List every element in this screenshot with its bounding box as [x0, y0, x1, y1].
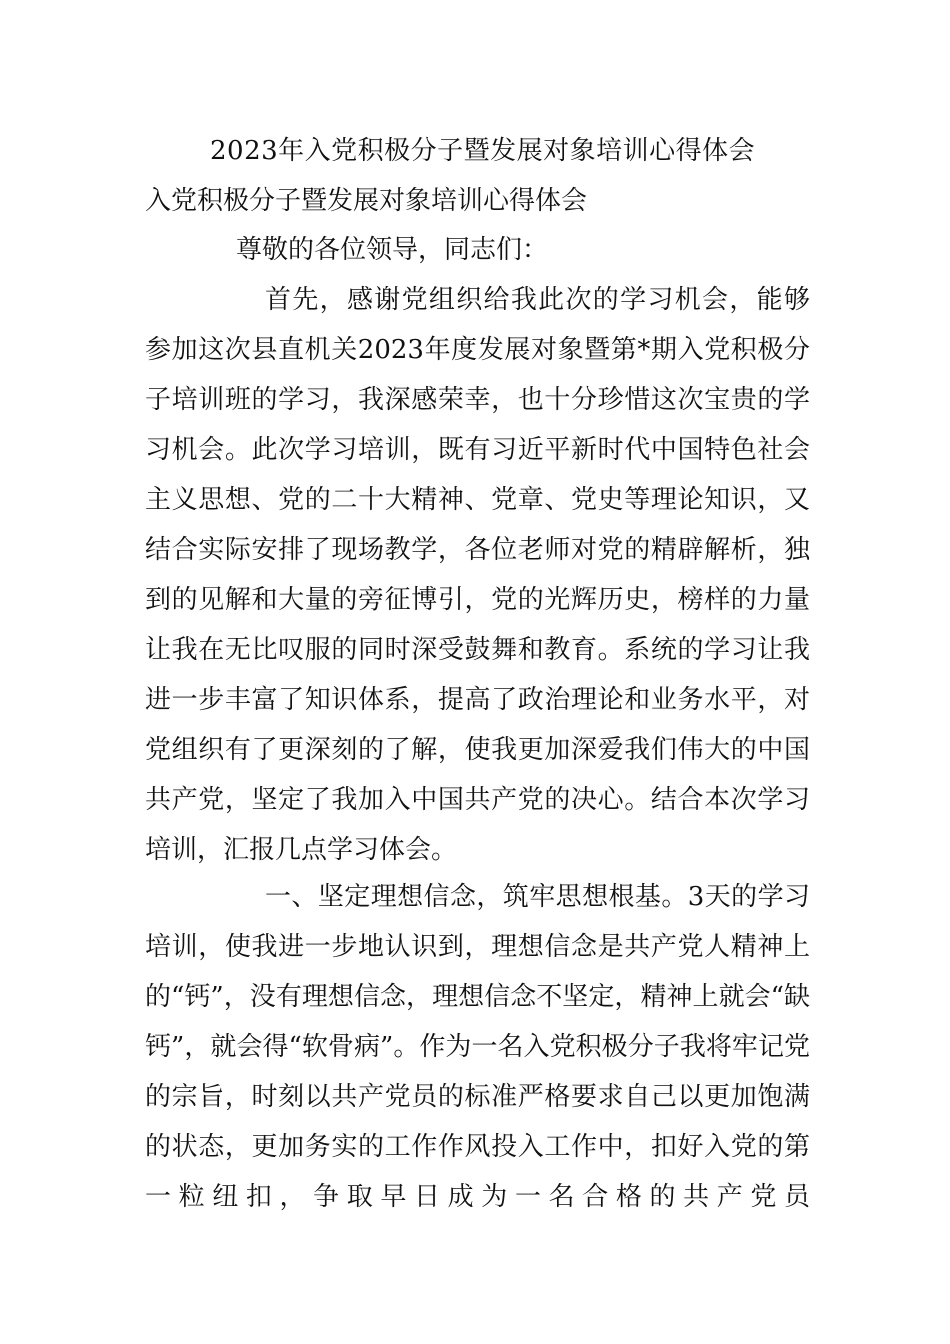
document-subtitle: 入党积极分子暨发展对象培训心得体会 [145, 186, 588, 216]
body-paragraph-2 [145, 872, 810, 1222]
greeting-line: 尊敬的各位领导，同志们： [236, 235, 549, 265]
body-paragraph-2-text: 一、坚定理想信念，筑牢思想根基。3天的学习培训，使我进一步地认识到，理想信念是共产党人精神上的“钙”，没有理想信念，理想信念不坚定，精神上就会“缺钙”，就会得“软骨病”。作为一名入党积极分子我将牢记党的宗旨，时刻以共产党员的标准严格要求自己以更加饱满的状态，更加务实的工作作风投入工作中，扣好入党的第一粒纽扣，争取早日成为一名合格的共产党员 [145, 882, 810, 1212]
body-paragraph-1 [145, 275, 810, 875]
body-paragraph-1-end: 培训，汇报几点学习体会。 [145, 835, 458, 865]
body-paragraph-1-text: 首先，感谢党组织给我此次的学习机会，能够参加这次县直机关2023年度发展对象暨第*期入党积极分子培训班的学习，我深感荣幸，也十分珍惜这次宝贵的学习机会。此次学习培训，既有习近平新时代中国特色社会主义思想、党的二十大精神、党章、党史等理论知识，又结合实际安排了现场教学，各位老师对党的精辟解析，独到的见解和大量的旁征博引，党的光辉历史，榜样的力量让我在无比叹服的同时深受鼓舞和教育。系统的学习让我进一步丰富了知识体系，提高了政治理论和业务水平，对党组织有了更深刻的了解，使我更加深爱我们伟大的中国共产党，坚定了我加入中国共产党的决心。结合本次学习 [145, 285, 810, 815]
document-title: 2023年入党积极分子暨发展对象培训心得体会 [210, 136, 756, 166]
